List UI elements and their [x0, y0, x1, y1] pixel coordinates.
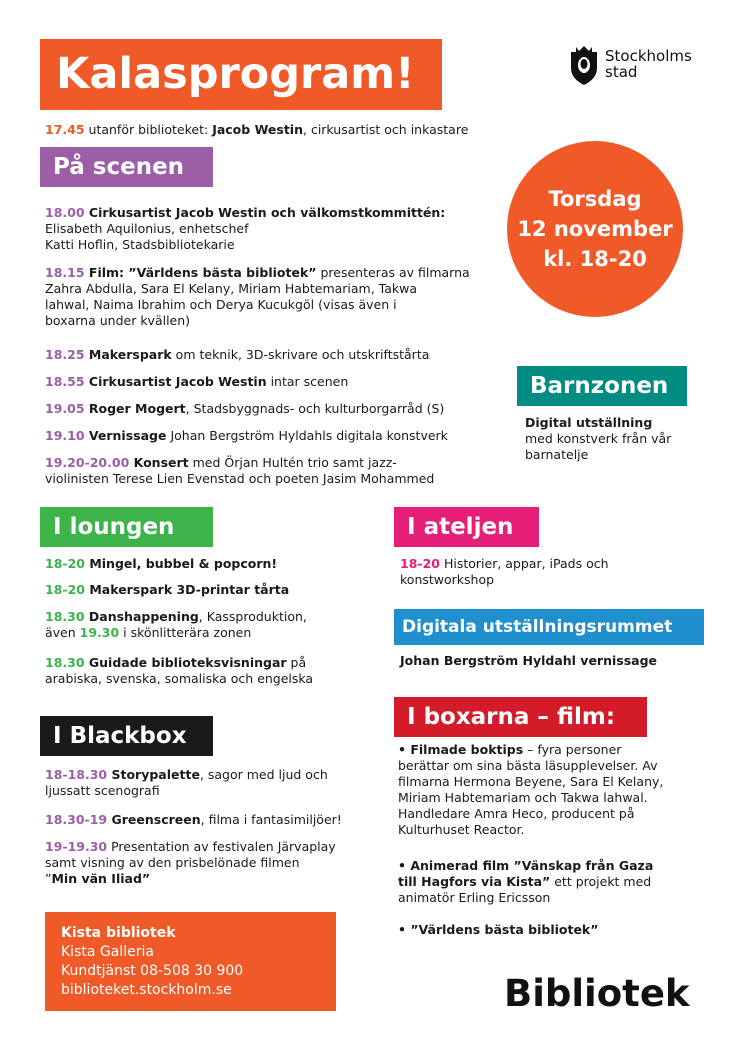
boxarna-item: • Animerad film ”Vänskap från Gaza till Hagfors via Kista” ett projekt med animatör Erling Ericsson: [398, 858, 654, 905]
stockholms-stad-logo: [567, 44, 717, 88]
boxarna-item: • Filmade boktips – fyra personer berättar om sina bästa läsupplevelser. Av filmarna Hermona Beyene, Sara El Kelany, Miriam Habtemariam och Takwa lahwal. Handledare Amra Heco, producent på Kulturhuset Reactor.: [398, 742, 664, 837]
loungen-item: 18.30 Guidade biblioteksvisningar på arabiska, svenska, somaliska och engelska: [45, 655, 314, 686]
heading-loungen: I loungen: [40, 507, 213, 547]
date-day: Torsdag: [548, 187, 642, 211]
digitala-item: Johan Bergström Hyldahl vernissage: [400, 653, 658, 668]
page-title: Kalasprogram!: [40, 39, 442, 110]
loungen-item: 18-20 Makerspark 3D-printar tårta: [45, 582, 290, 597]
scenen-item: 19.20-20.00 Konsert med Örjan Hultén trio samt jazz- violinisten Terese Lien Evenstad och poeten Jasim Mohammed: [45, 455, 435, 486]
heading-digitala: Digitala utställningsrummet: [394, 609, 704, 645]
ateljen-item: 18-20 Historier, appar, iPads och konstworkshop: [400, 556, 609, 587]
heading-boxarna: I boxarna – film:: [394, 697, 647, 737]
blackbox-item: 18.30-19 Greenscreen, filma i fantasimiljöer!: [45, 812, 342, 827]
contact-box: [45, 912, 336, 1011]
library-website[interactable]: biblioteket.stockholm.se: [61, 982, 232, 998]
barnzonen-item: Digital utställning med konstverk från vår barnatelje: [525, 415, 672, 462]
logo-line-2: stad: [605, 63, 638, 81]
library-name: Kista bibliotek: [61, 925, 176, 941]
library-address: Kista Galleria: [61, 944, 154, 960]
scenen-item: 18.15 Film: ”Världens bästa bibliotek” presenteras av filmarna Zahra Abdulla, Sara El Kelany, Miriam Habtemariam, Takwa lahwal, Naima Ibrahim och Derya Kucukgöl (visas även i boxarna under kvällen): [45, 265, 470, 328]
scenen-item: 18.55 Cirkusartist Jacob Westin intar scenen: [45, 374, 349, 389]
intro-line: 17.45 utanför biblioteket: Jacob Westin, cirkusartist och inkastare: [45, 122, 469, 137]
scenen-item: 19.05 Roger Mogert, Stadsbyggnads- och kulturborgarråd (S): [45, 401, 445, 416]
scenen-item: 19.10 Vernissage Johan Bergström Hyldahls digitala konstverk: [45, 428, 448, 443]
crest-icon: [567, 44, 601, 86]
heading-blackbox: I Blackbox: [40, 716, 213, 756]
logo-line-1: Stockholms: [605, 47, 692, 65]
loungen-item: 18.30 Danshappening, Kassproduktion, även 19.30 i skönlitterära zonen: [45, 609, 307, 640]
heading-ateljen: I ateljen: [394, 507, 539, 547]
heading-scenen: På scenen: [40, 147, 213, 187]
boxarna-item: • ”Världens bästa bibliotek”: [398, 922, 599, 937]
scenen-item: 18.00 Cirkusartist Jacob Westin och välkomstkommittén: Elisabeth Aquilonius, enhetschef Katti Hoflin, Stadsbibliotekarie: [45, 205, 446, 252]
date-time: kl. 18-20: [543, 247, 647, 271]
heading-barnzonen: Barnzonen: [517, 366, 687, 406]
blackbox-item: 18-18.30 Storypalette, sagor med ljud och ljussatt scenografi: [45, 767, 328, 798]
library-phone[interactable]: Kundtjänst 08-508 30 900: [61, 963, 244, 979]
bibliotek-brand: Bibliotek: [504, 972, 690, 1015]
blackbox-item: 19-19.30 Presentation av festivalen Järvaplay samt visning av den prisbelönade filmen ”Min vän Iliad”: [45, 839, 336, 886]
loungen-item: 18-20 Mingel, bubbel & popcorn!: [45, 556, 278, 571]
intro-time: 17.45: [45, 122, 85, 137]
intro-name: Jacob Westin: [212, 122, 303, 137]
date-circle: [507, 141, 683, 317]
scenen-item: 18.25 Makerspark om teknik, 3D-skrivare och utskriftstårta: [45, 347, 430, 362]
date-date: 12 november: [517, 217, 673, 241]
